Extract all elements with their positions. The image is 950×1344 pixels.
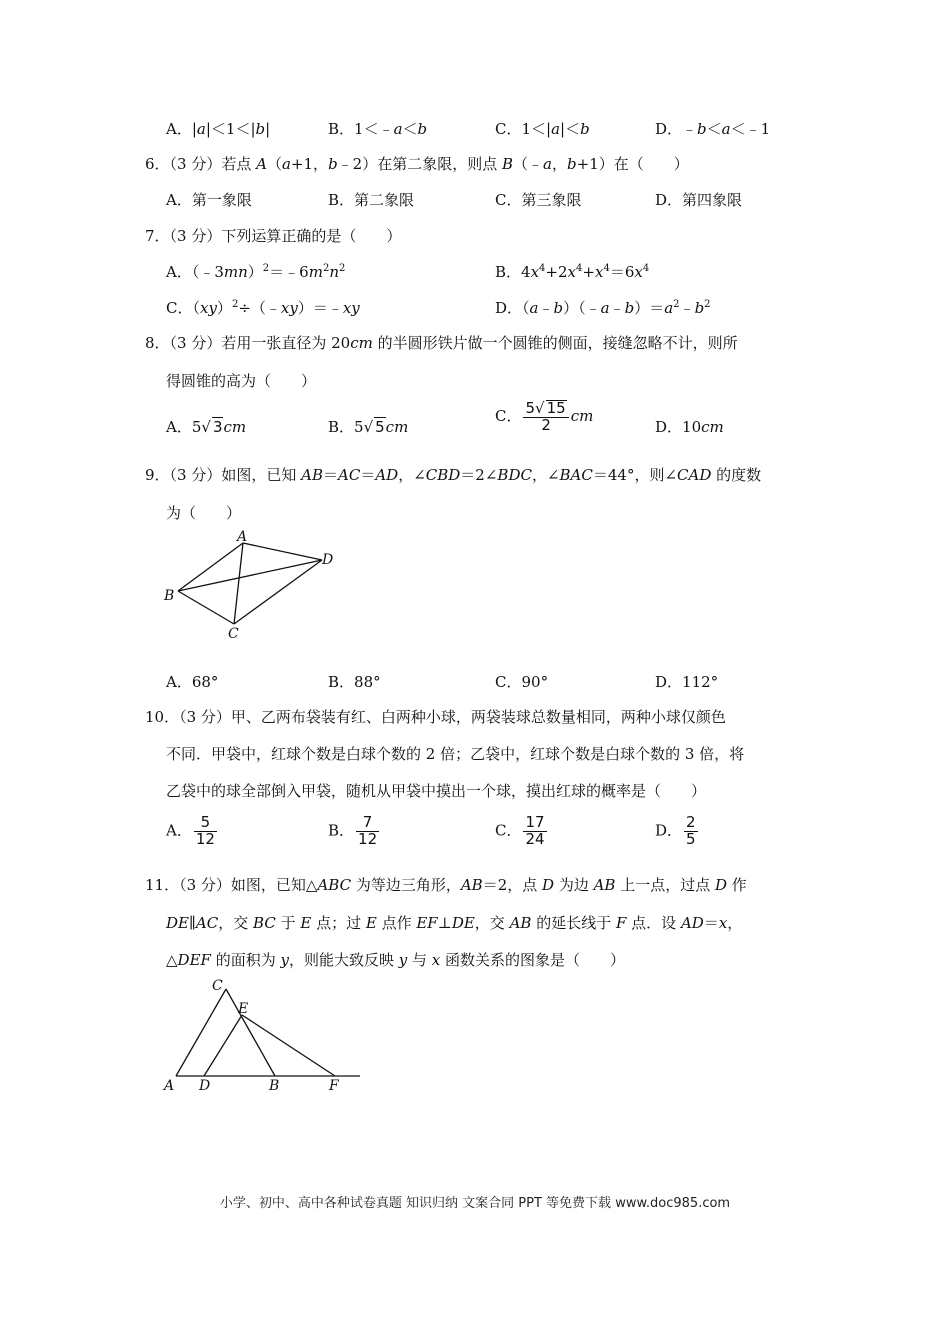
q9-stem-line1: 9．（3 分）如图，已知 AB＝AC＝AD，∠CBD＝2∠BDC，∠BAC＝44°，则∠CAD 的度数 [145, 466, 762, 484]
q7-option-c: C．（xy）$^2$÷（﹣xy）＝﹣xy [166, 299, 360, 317]
q9-figure [160, 528, 340, 643]
q5-option-c: C．1＜|a|＜b [495, 120, 590, 138]
q9-option-b: B．88° [328, 673, 381, 691]
q6-stem: 6．（3 分）若点 A（a+1，b﹣2）在第二象限，则点 B（﹣a，b+1）在（ ） [145, 155, 689, 173]
q11-label-e: E [238, 1001, 249, 1017]
q9-label-b: B [164, 588, 175, 604]
q11-label-b: B [269, 1078, 280, 1094]
q9-option-d: D．112° [655, 673, 719, 691]
q7-option-a: A．$(﹣3mn)^2=﹣6m^2n^2$ [166, 263, 346, 281]
q11-label-c: C [212, 978, 223, 994]
q6-option-a: A．第一象限 [166, 191, 252, 209]
q11-label-f: F [329, 1078, 339, 1094]
q8-stem-line2: 得圆锥的高为（ ） [166, 372, 317, 390]
q5-option-d: D．﹣b＜a＜﹣1 [655, 120, 771, 138]
q11-stem-line3: △DEF 的面积为 y，则能大致反映 y 与 x 函数关系的图象是（ ） [166, 951, 626, 969]
q8-option-b: B．5√ 5cm [328, 418, 409, 436]
q6-option-b: B．第二象限 [328, 191, 415, 209]
q10-option-a: A． $\frac{5}{12}$ [166, 813, 215, 848]
q6-option-c: C．第三象限 [495, 191, 582, 209]
q9-option-a: A．68° [166, 673, 219, 691]
q5-option-b: B．1＜﹣a＜b [328, 120, 428, 138]
q11-label-d: D [199, 1078, 211, 1094]
q7-option-b: B．$4x^4+2x^4+x^4=6x^4$ [495, 263, 650, 281]
q9-stem-line2: 为（ ） [166, 504, 242, 522]
q10-option-b: B． $\frac{7}{12}$ [328, 813, 378, 848]
q11-stem-line1: 11．（3 分）如图，已知△ABC 为等边三角形，AB＝2，点 D 为边 AB 上一点，过点 D 作 [145, 876, 747, 894]
q7-option-d: D．$(a﹣b)(﹣a﹣b)=a^2﹣b^2$ [495, 299, 711, 317]
q7-stem: 7．（3 分）下列运算正确的是（ ） [145, 227, 402, 245]
q10-stem-line2: 不同．甲袋中，红球个数是白球个数的 2 倍；乙袋中，红球个数是白球个数的 3 倍，将 [166, 745, 745, 763]
q9-option-c: C．90° [495, 673, 549, 691]
q11-figure [160, 975, 370, 1100]
q8-option-a: A．5√ 3cm [166, 418, 247, 436]
q8-option-d: D．10cm [655, 418, 724, 436]
q10-stem-line3: 乙袋中的球全部倒入甲袋，随机从甲袋中摸出一个球，摸出红球的概率是（ ） [166, 782, 707, 800]
q10-stem-line1: 10．（3 分）甲、乙两布袋装有红、白两种小球，两袋装球总数量相同，两种小球仅颜色 [145, 708, 726, 726]
q8-stem-line1: 8．（3 分）若用一张直径为 20cm 的半圆形铁片做一个圆锥的侧面，接缝忽略不计，则所 [145, 334, 738, 352]
page-footer: 小学、初中、高中各种试卷真题 知识归纳 文案合同 PPT 等免费下载 www.doc985.com [219, 1196, 731, 1211]
q11-label-a: A [164, 1078, 175, 1094]
q6-option-d: D．第四象限 [655, 191, 743, 209]
q9-label-a: A [237, 529, 248, 545]
q11-stem-line2: DE∥AC，交 BC 于 E 点；过 E 点作 EF⊥DE，交 AB 的延长线于 F 点．设 AD＝x， [166, 914, 743, 932]
q8-option-c: C． $\frac{5√ 15}{2}$ cm [495, 399, 594, 434]
q9-label-c: C [228, 626, 239, 642]
q9-label-d: D [322, 552, 334, 568]
q10-option-d: D． $\frac{2}{5}$ [655, 813, 696, 848]
q5-option-a: A．|a|＜1＜|b| [166, 120, 271, 138]
q10-option-c: C． $\frac{17}{24}$ [495, 813, 545, 848]
